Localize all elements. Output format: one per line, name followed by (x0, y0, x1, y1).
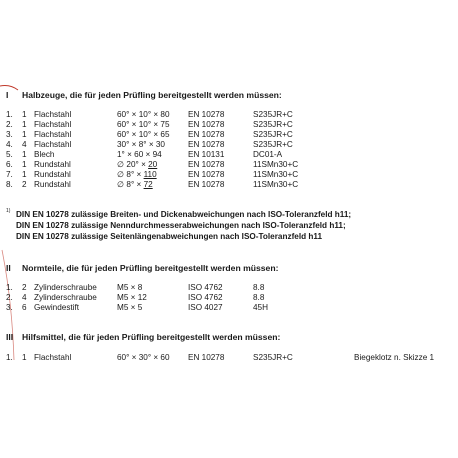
row-material: S235JR+C (253, 120, 293, 129)
row-name: Zylinderschraube (34, 283, 97, 292)
section-number: I (6, 90, 9, 100)
row-material: S235JR+C (253, 130, 293, 139)
row-standard: EN 10278 (188, 353, 225, 362)
row-material: 11SMn30+C (253, 180, 299, 189)
row-name: Zylinderschraube (34, 293, 97, 302)
row-qty: 1 (22, 120, 27, 129)
tolerance-note: DIN EN 10278 zulässige Breiten- und Dickenabweichungen nach ISO-Toleranzfeld h11; (16, 210, 352, 219)
row-name: Gewindestift (34, 303, 80, 312)
row-qty: 1 (22, 170, 27, 179)
dimension-prefix: ∅ 20° × (117, 160, 149, 169)
row-qty: 1 (22, 110, 27, 119)
row-material: 11SMn30+C (253, 160, 299, 169)
row-qty: 1 (22, 150, 27, 159)
row-qty: 2 (22, 180, 27, 189)
row-standard: EN 10278 (188, 120, 225, 129)
row-pos: 8. (6, 180, 13, 189)
row-name: Rundstahl (34, 180, 71, 189)
row-name: Flachstahl (34, 353, 72, 362)
row-dimension (117, 180, 153, 190)
row-material: S235JR+C (253, 110, 293, 119)
row-standard: EN 10278 (188, 130, 225, 139)
row-qty: 1 (22, 160, 27, 169)
row-qty: 4 (22, 293, 27, 302)
row-pos: 4. (6, 140, 13, 149)
row-material: 8.8 (253, 283, 265, 292)
dimension-length: 20 (148, 160, 158, 169)
tolerance-note: DIN EN 10278 zulässige Seitenlängenabweichungen nach ISO-Toleranzfeld h11 (16, 232, 323, 241)
row-qty: 1 (22, 353, 27, 362)
row-dimension (117, 170, 157, 180)
footnote-marker: 1) (6, 208, 11, 214)
row-dimension: 30° × 8° × 30 (117, 140, 165, 149)
row-material: 8.8 (253, 293, 265, 302)
row-dimension: M5 × 12 (117, 293, 147, 302)
row-material: DC01-A (253, 150, 283, 159)
row-name: Flachstahl (34, 120, 72, 129)
row-standard: EN 10278 (188, 170, 225, 179)
row-dimension (117, 160, 157, 170)
row-qty: 6 (22, 303, 27, 312)
row-note: Biegeklotz n. Skizze 1 (354, 353, 435, 362)
row-pos: 3. (6, 303, 13, 312)
section-heading: Hilfsmittel, die für jeden Prüfling bereitgestellt werden müssen: (22, 332, 281, 342)
row-name: Rundstahl (34, 160, 71, 169)
row-dimension: M5 × 5 (117, 303, 143, 312)
row-material: S235JR+C (253, 353, 293, 362)
row-pos: 6. (6, 160, 13, 169)
row-standard: EN 10278 (188, 160, 225, 169)
section-heading: Normteile, die für jeden Prüfling bereitgestellt werden müssen: (22, 263, 279, 273)
row-pos: 7. (6, 170, 13, 179)
row-pos: 2. (6, 120, 13, 129)
row-name: Flachstahl (34, 140, 72, 149)
section-heading: Halbzeuge, die für jeden Prüfling bereitgestellt werden müssen: (22, 90, 282, 100)
dimension-prefix: ∅ 8° × (117, 180, 144, 189)
row-pos: 2. (6, 293, 13, 302)
row-name: Flachstahl (34, 130, 72, 139)
row-standard: ISO 4762 (188, 283, 223, 292)
dimension-prefix: ∅ 8° × (117, 170, 144, 179)
row-dimension: M5 × 8 (117, 283, 143, 292)
row-material: 45H (253, 303, 269, 312)
row-qty: 2 (22, 283, 27, 292)
row-standard: EN 10278 (188, 180, 225, 189)
row-qty: 4 (22, 140, 27, 149)
row-dimension: 60° × 10° × 80 (117, 110, 170, 119)
row-pos: 5. (6, 150, 13, 159)
row-material: 11SMn30+C (253, 170, 299, 179)
row-material: S235JR+C (253, 140, 293, 149)
row-dimension: 1° × 60 × 94 (117, 150, 162, 159)
row-name: Rundstahl (34, 170, 71, 179)
row-qty: 1 (22, 130, 27, 139)
row-pos: 3. (6, 130, 13, 139)
dimension-length: 72 (143, 180, 153, 189)
dimension-length: 110 (143, 170, 157, 179)
row-pos: 1. (6, 283, 13, 292)
row-name: Flachstahl (34, 110, 72, 119)
row-standard: EN 10278 (188, 140, 225, 149)
row-standard: ISO 4762 (188, 293, 223, 302)
section-number: III (6, 332, 14, 342)
row-standard: EN 10131 (188, 150, 225, 159)
row-standard: EN 10278 (188, 110, 225, 119)
row-standard: ISO 4027 (188, 303, 223, 312)
row-pos: 1. (6, 110, 13, 119)
row-dimension: 60° × 30° × 60 (117, 353, 170, 362)
section-number: II (6, 263, 11, 273)
row-dimension: 60° × 10° × 65 (117, 130, 170, 139)
row-dimension: 60° × 10° × 75 (117, 120, 170, 129)
row-pos: 1. (6, 353, 13, 362)
tolerance-note: DIN EN 10278 zulässige Nenndurchmesserabweichungen nach ISO-Toleranzfeld h11; (16, 221, 346, 230)
row-name: Blech (34, 150, 55, 159)
